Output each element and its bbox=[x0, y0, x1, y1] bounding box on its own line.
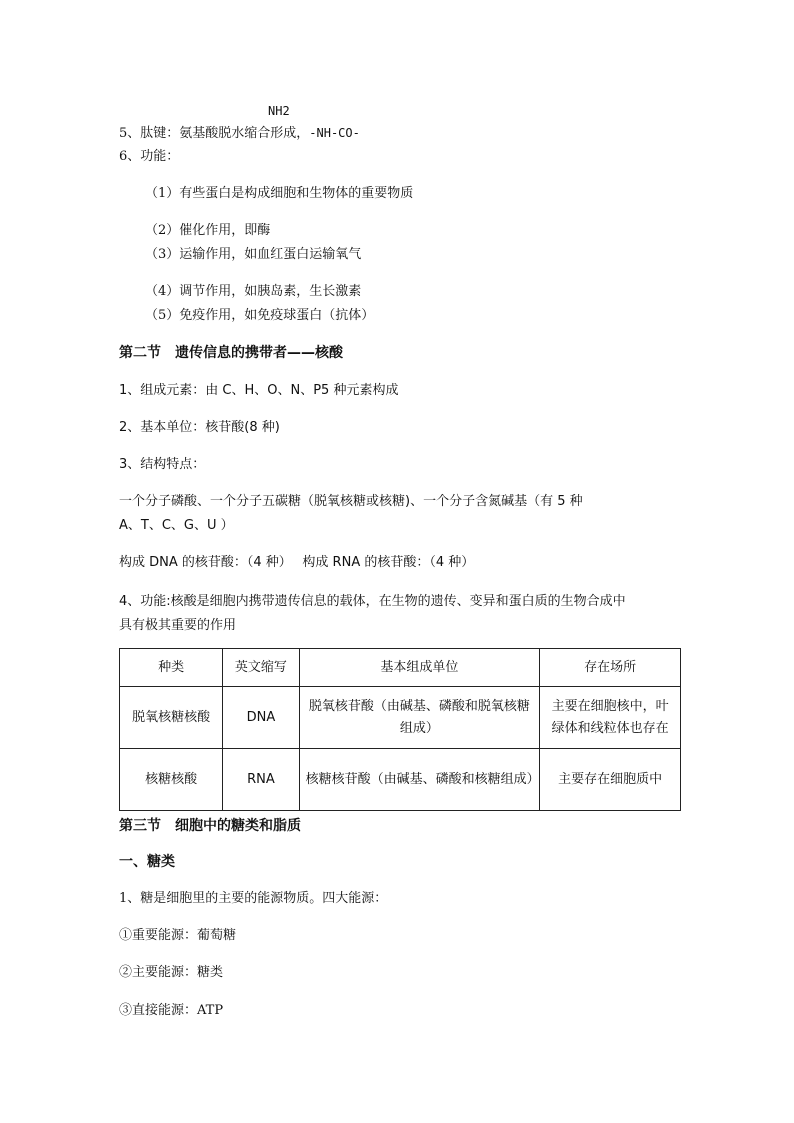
section-2-item-1: 1、组成元素：由 C、H、O、N、P5 种元素构成 bbox=[119, 383, 399, 398]
nh2-label: NH2 bbox=[268, 104, 290, 118]
table-cell: DNA bbox=[223, 687, 299, 749]
peptide-bond-text: 5、肽键：氨基酸脱水缩合形成， bbox=[119, 126, 310, 141]
nucleic-acid-table bbox=[119, 648, 681, 811]
energy-item-3: ③直接能源：ATP bbox=[119, 1003, 224, 1018]
table-cell: 脱氧核糖核酸 bbox=[120, 687, 223, 749]
table-cell: 核糖核酸 bbox=[120, 749, 223, 811]
function-item-4: （4）调节作用，如胰岛素，生长激素 bbox=[145, 284, 362, 299]
section-2-structure-a: 一个分子磷酸、一个分子五碳糖（脱氧核糖或核糖)、一个分子含氮碱基（有 5 种 bbox=[119, 494, 583, 509]
subsection-sugars: 一、糖类 bbox=[119, 854, 175, 870]
table-cell: 主要存在细胞质中 bbox=[540, 749, 681, 811]
table-row bbox=[120, 687, 681, 749]
table-row bbox=[120, 749, 681, 811]
section-3-title: 第三节 细胞中的糖类和脂质 bbox=[119, 818, 301, 834]
table-cell: RNA bbox=[223, 749, 299, 811]
section-2-title: 第二节 遗传信息的携带者——核酸 bbox=[119, 345, 343, 361]
energy-item-1: ①重要能源：葡萄糖 bbox=[119, 928, 237, 943]
table-header-cell: 存在场所 bbox=[540, 649, 681, 687]
section-3-item-1: 1、糖是细胞里的主要的能源物质。四大能源： bbox=[119, 891, 388, 906]
table-header-row bbox=[120, 649, 681, 687]
section-2-structure-b: A、T、C、G、U ） bbox=[119, 518, 234, 533]
section-2-nucleotide-counts: 构成 DNA 的核苷酸：（4 种） 构成 RNA 的核苷酸：（4 种） bbox=[119, 555, 475, 570]
energy-item-2: ②主要能源：糖类 bbox=[119, 965, 224, 980]
table-cell: 主要在细胞核中，叶绿体和线粒体也存在 bbox=[540, 687, 681, 749]
section-2-function-b: 具有极其重要的作用 bbox=[119, 618, 237, 633]
table-header-cell: 种类 bbox=[120, 649, 223, 687]
section-2-item-3: 3、结构特点： bbox=[119, 457, 206, 472]
function-item-2: （2）催化作用，即酶 bbox=[145, 223, 271, 238]
table-cell: 核糖核苷酸（由碱基、磷酸和核糖组成） bbox=[299, 749, 540, 811]
peptide-bond-formula: -NH-CO- bbox=[309, 126, 360, 140]
table-cell: 脱氧核苷酸（由碱基、磷酸和脱氧核糖组成） bbox=[299, 687, 540, 749]
section-2-function-a: 4、功能:核酸是细胞内携带遗传信息的载体，在生物的遗传、变异和蛋白质的生物合成中 bbox=[119, 594, 626, 609]
table-header-cell: 英文缩写 bbox=[223, 649, 299, 687]
function-heading: 6、功能： bbox=[119, 149, 180, 164]
table-header-cell: 基本组成单位 bbox=[299, 649, 540, 687]
peptide-bond-line bbox=[119, 124, 360, 143]
function-item-5: （5）免疫作用，如免疫球蛋白（抗体） bbox=[145, 308, 375, 323]
function-item-1: （1）有些蛋白是构成细胞和生物体的重要物质 bbox=[145, 186, 414, 201]
function-item-3: （3）运输作用，如血红蛋白运输氧气 bbox=[145, 247, 362, 262]
section-2-item-2: 2、基本单位：核苷酸(8 种) bbox=[119, 420, 280, 435]
